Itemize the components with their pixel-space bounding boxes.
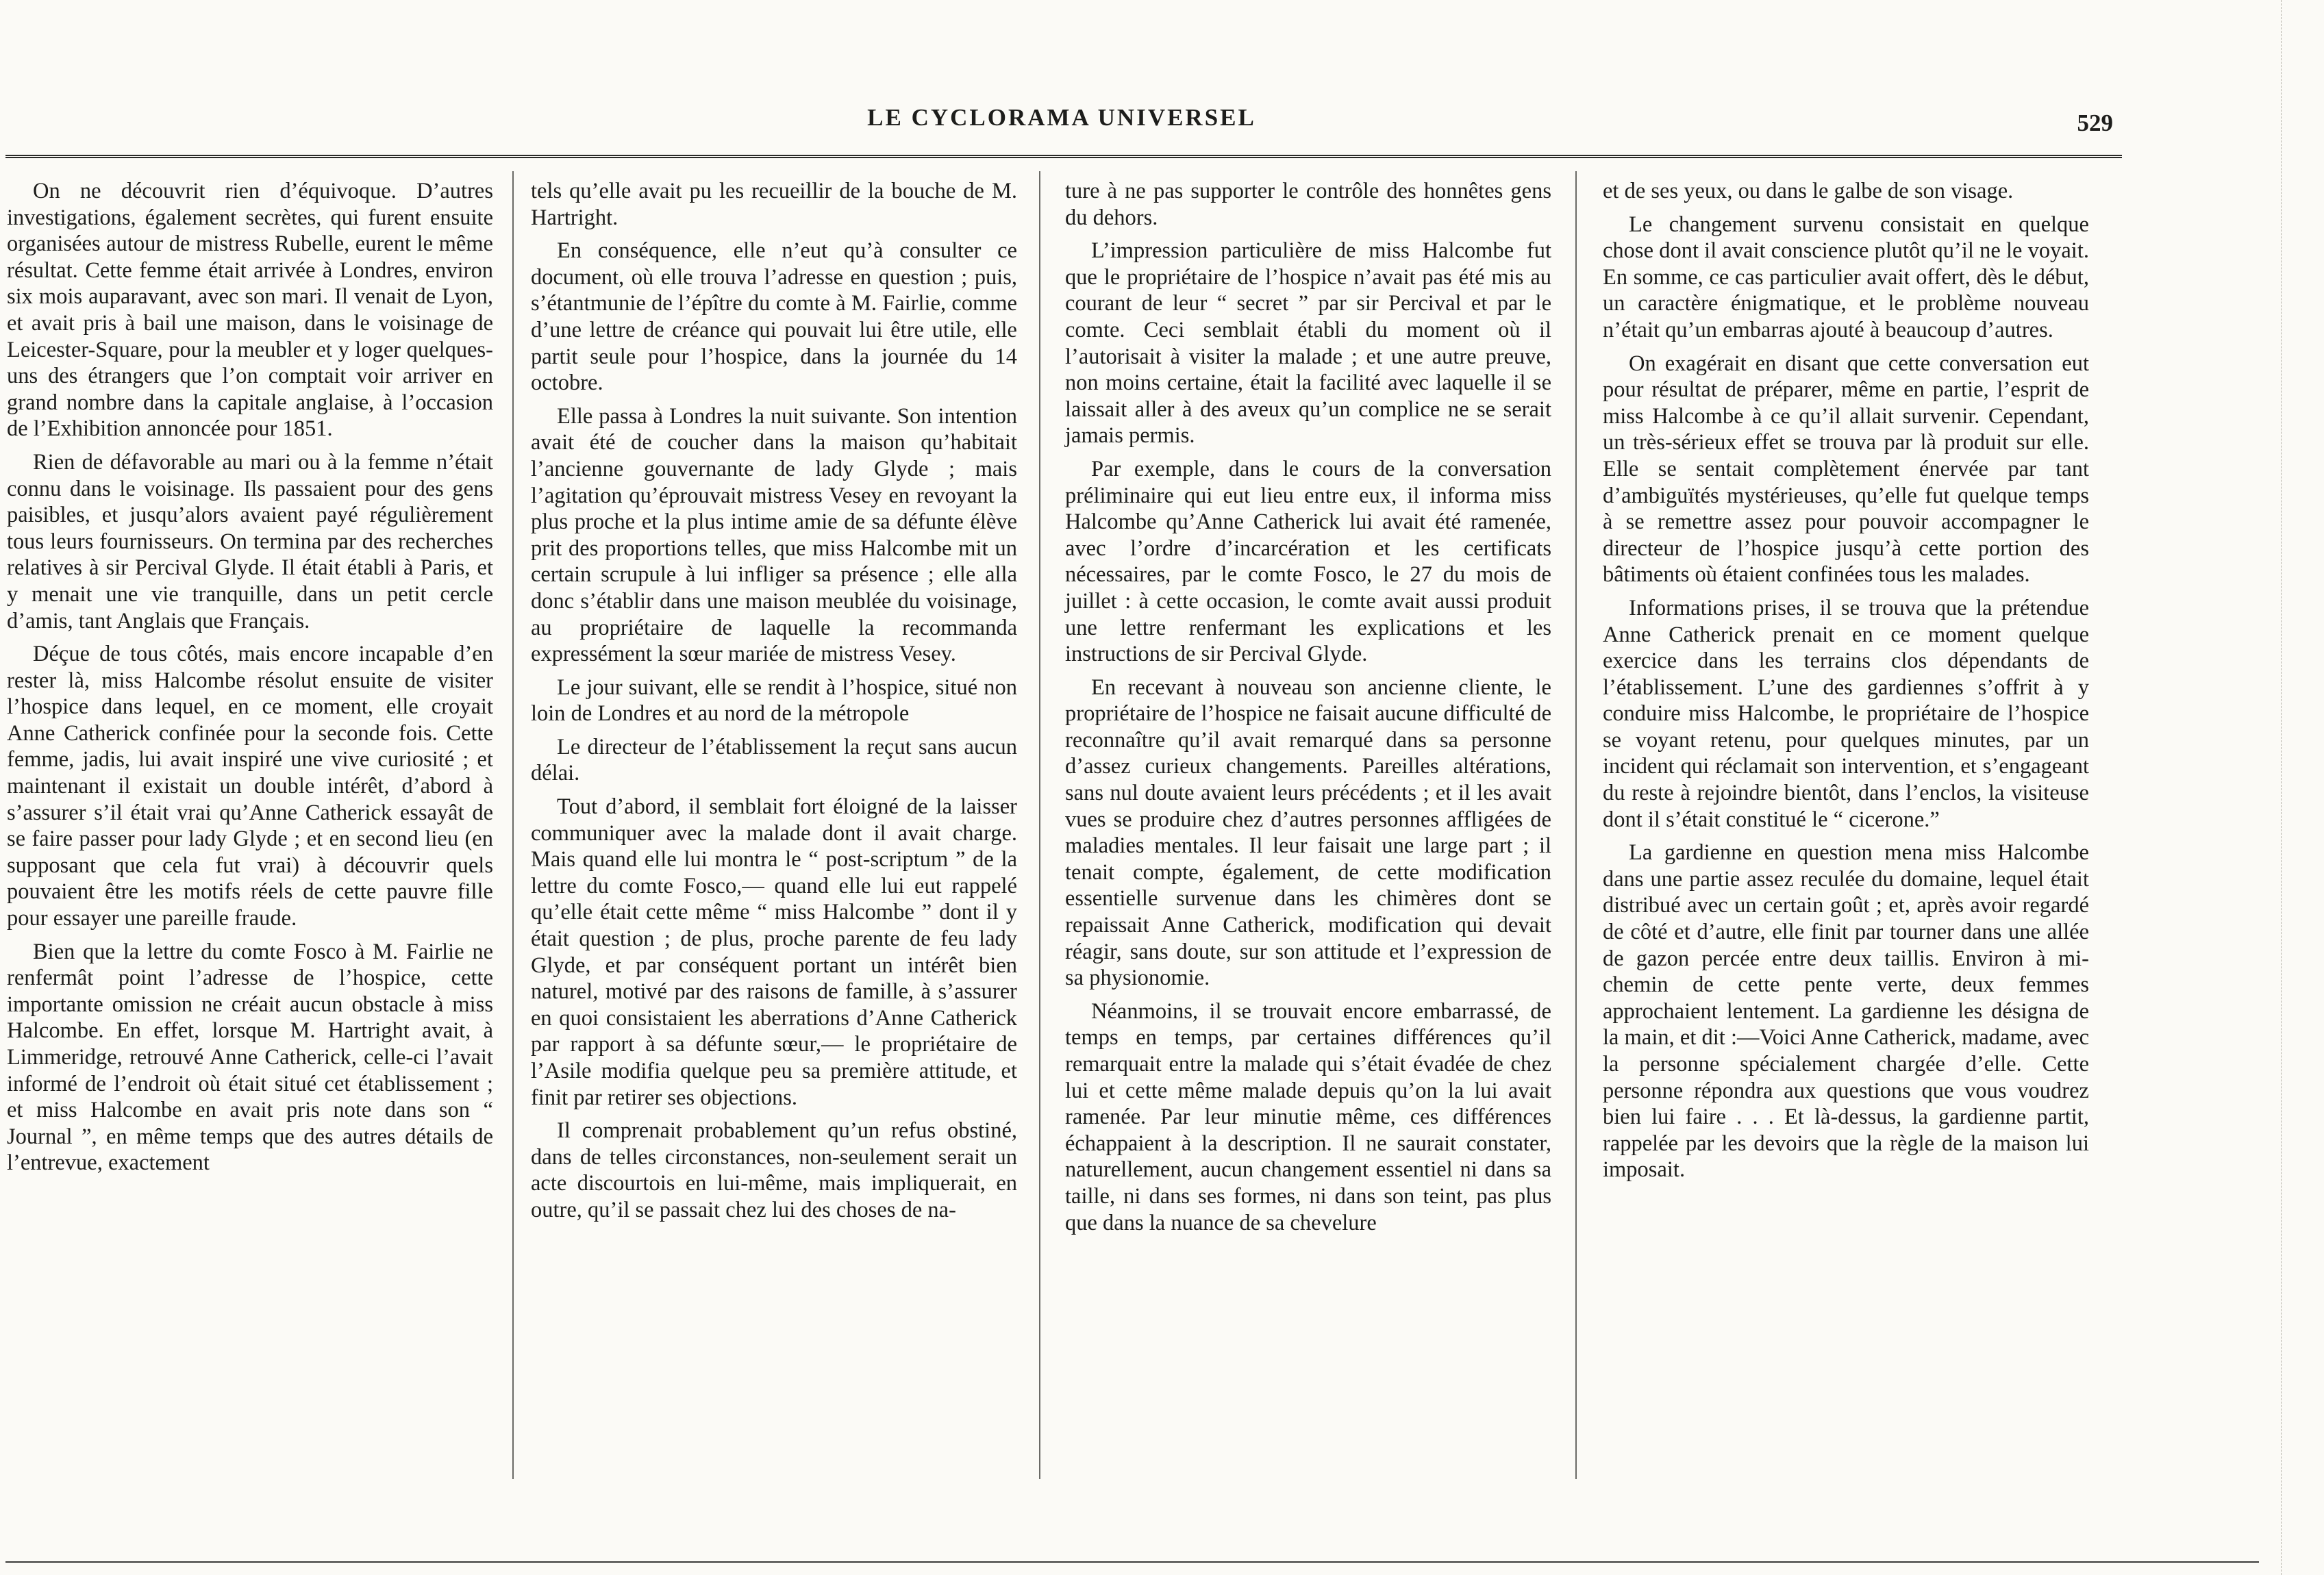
paragraph: Tout d’abord, il semblait fort éloigné de la laisser communiquer avec la malade dont il avait charge. Mais quand elle lui montra le “ post-scriptum ” de la lettre du comte Fosco,— quand elle lui eut rappelé qu’elle était cette même “ miss Halcombe ” dont il y était question ; de plus, proche parente de feu lady Glyde, et par conséquent portant un intérêt bien naturel, motivé par des raisons de famille, à s’assurer en quoi consistaient les aberrations d’Anne Catherick par rapport à sa défunte sœur,— le propriétaire de l’Asile modifia quelque peu sa première attitude, et finit par retirer ses objections. [531,794,1017,1110]
text-column-3 [1065,178,1551,1243]
paragraph: Déçue de tous côtés, mais encore incapable d’en rester là, miss Halcombe résolut ensuite de visiter l’hospice dans lequel, en ce moment, elle croyait Anne Catherick confinée pour la seconde fois. Cette femme, jadis, lui avait inspiré une vive curiosité ; et maintenant il existait un double intérêt, d’abord à s’assurer s’il était vrai qu’Anne Catherick essayât de se faire passer pour lady Glyde ; et en second lieu (en supposant que cela fut vrai) à découvrir quels pouvaient être les motifs réels de cette pauvre fille pour essayer une pareille fraude. [7,642,493,931]
text-column-2 [531,178,1017,1231]
running-title: LE CYCLORAMA UNIVERSEL [867,104,1256,131]
page-number: 529 [2077,110,2113,136]
paragraph: Rien de défavorable au mari ou à la femme n’était connu dans le voisinage. Ils passaient pour des gens paisibles, et jusqu’alors avaient payé régulièrement tous leurs fournisseurs. On termina par des recherches relatives à sir Percival Glyde. Il était établi à Paris, et y menait une vie tranquille, dans un petit cercle d’amis, tant Anglais que Français. [7,449,493,633]
paragraph: Elle passa à Londres la nuit suivante. Son intention avait été de coucher dans la maison qu’habitait l’ancienne gouvernante de lady Glyde ; mais l’agitation qu’éprouvait mistress Vesey en revoyant la plus proche et la plus intime amie de sa défunte élève prit des proportions telles, que miss Halcombe mit un certain scrupule à lui infliger sa présence ; elle alla donc s’établir dans une maison meublée du voisinage, au propriétaire de laquelle la recommanda expressément la sœur mariée de mistress Vesey. [531,403,1017,667]
paragraph: Le jour suivant, elle se rendit à l’hospice, situé non loin de Londres et au nord de la métropole [531,675,1017,727]
paragraph: Bien que la lettre du comte Fosco à M. Fairlie ne renfermât point l’adresse de l’hospice, cette importante omission ne créait aucun obstacle à miss Halcombe. En effet, lorsque M. Hartright avait, à Limmeridge, retrouvé Anne Catherick, celle-ci l’avait informé de l’endroit où était situé cet établissement ; et miss Halcombe en avait pris note dans son “ Journal ”, en même temps que des autres détails de l’entrevue, exactement [7,939,493,1176]
paragraph: En conséquence, elle n’eut qu’à consulter ce document, où elle trouva l’adresse en question ; puis, s’étantmunie de l’épître du comte à M. Fairlie, comme d’une lettre de créance qui pouvait lui être utile, elle partit seule pour l’hospice, dans la journée du 14 octobre. [531,238,1017,396]
footer-rule [5,1561,2259,1563]
text-column-4 [1603,178,2089,1190]
paragraph-continued: et de ses yeux, ou dans le galbe de son visage. [1603,179,2014,203]
paragraph: Le directeur de l’établissement la reçut sans aucun délai. [531,734,1017,786]
paragraph: En recevant à nouveau son ancienne cliente, le propriétaire de l’hospice ne faisait aucune difficulté de reconnaître qu’il avait remarqué dans sa personne d’assez curieux changements. Pareilles altérations, sans nul doute avaient leurs précédents ; et il les avait vues se produire chez d’autres personnes affligées de maladies mentales. Il leur faisait une large part ; il tenait compte, également, de cette modification essentielle survenue dans les chimères dont se repaissait Anne Catherick, modification qui devait réagir, sans doute, sur son attitude et l’expression de sa physionomie. [1065,675,1551,991]
paragraph-continued: ture à ne pas supporter le contrôle des honnêtes gens du dehors. [1065,179,1551,230]
paragraph-continued: tels qu’elle avait pu les recueillir de la bouche de M. Hartright. [531,179,1017,230]
paragraph: La gardienne en question mena miss Halcombe dans une partie assez reculée du domaine, lequel était distribué avec un certain goût ; et, après avoir regardé de côté et d’autre, elle finit par tourner dans une allée de gazon percée entre deux taillis. Environ à mi-chemin de cette pente verte, deux femmes approchaient lentement. La gardienne les désigna de la main, et dit :—Voici Anne Catherick, madame, avec la personne spécialement chargée d’elle. Cette personne répondra aux questions que vous voudrez bien lui faire . . . Et là-dessus, la gardienne partit, rappelée par les devoirs que la règle de la maison lui imposait. [1603,840,2089,1183]
paragraph: Il comprenait probablement qu’un refus obstiné, dans de telles circonstances, non-seulement serait un acte discourtois en lui-même, mais impliquerait, en outre, qu’il se passait chez lui des choses de na- [531,1118,1017,1222]
paragraph: L’impression particulière de miss Halcombe fut que le propriétaire de l’hospice n’avait pas été mis au courant de leur “ secret ” par sir Percival et par le comte. Ceci semblait établi du moment où il l’autorisait à visiter la malade ; et une autre preuve, non moins certaine, était la facilité avec laquelle il se laissait aller à des aveux qu’un complice ne se serait jamais permis. [1065,238,1551,449]
header-rule [5,155,2122,158]
column-divider [1575,171,1577,1479]
column-divider [1039,171,1040,1479]
paragraph: On exagérait en disant que cette conversation eut pour résultat de préparer, même en partie, l’esprit de miss Halcombe à ce qu’il allait survenir. Cependant, un très-sérieux effet se trouva par là produit sur elle. Elle se sentait complètement énervée par tant d’ambiguïtés mystérieuses, qu’elle fut quelque temps à se remettre assez pour pouvoir accompagner le directeur de l’hospice jusqu’à cette portion des bâtiments où étaient confinées tous les malades. [1603,351,2089,588]
paragraph: Informations prises, il se trouva que la prétendue Anne Catherick prenait en ce moment quelque exercice dans les terrains clos dépendants de l’établissement. L’une des gardiennes s’offrit à y conduire miss Halcombe, le propriétaire de l’hospice se voyant retenu, pour quelques minutes, par un incident qui réclamait son intervention, et s’engageant du reste à rejoindre bientôt, dans l’enclos, la visiteuse dont il s’était constitué le “ cicerone.” [1603,595,2089,832]
column-divider [512,171,514,1479]
paragraph: Néanmoins, il se trouvait encore embarrassé, de temps en temps, par certaines différences qu’il remarquait entre la malade qui s’était évadée de chez lui et cette même malade depuis qu’on la lui avait ramenée. Par leur minutie même, ces différences échappaient à la description. Il ne saurait constater, naturellement, aucun changement essentiel ni dans sa taille, ni dans ses formes, ni dans son teint, pas plus que dans la nuance de sa chevelure [1065,998,1551,1235]
paragraph: On ne découvrit rien d’équivoque. D’autres investigations, également secrètes, qui furent ensuite organisées autour de mistress Rubelle, eurent le même résultat. Cette femme était arrivée à Londres, environ six mois auparavant, avec son mari. Il venait de Lyon, et avait pris à bail une maison, dans le voisinage de Leicester-Square, pour la meubler et y loger quelques-uns des étrangers que l’on comptait voir arriver en grand nombre dans la capitale anglaise, à l’occasion de l’Exhibition annoncée pour 1851. [7,179,493,442]
paragraph: Par exemple, dans le cours de la conversation préliminaire qui eut lieu entre eux, il informa miss Halcombe qu’Anne Catherick lui avait été ramenée, avec l’ordre d’incarcération et les certificats nécessaires, par le comte Fosco, le 27 du mois de juillet : à cette occasion, le comte avait aussi produit une lettre renfermant les explications et les instructions de sir Percival Glyde. [1065,456,1551,667]
paragraph: Le changement survenu consistait en quelque chose dont il avait conscience plutôt qu’il ne le voyait. En somme, ce cas particulier avait offert, dès le début, un caractère énigmatique, et le problème nouveau n’était qu’un embarras ajouté à beaucoup d’autres. [1603,212,2089,342]
page-edge-margin [2281,0,2309,1575]
text-column-1 [7,178,493,1183]
